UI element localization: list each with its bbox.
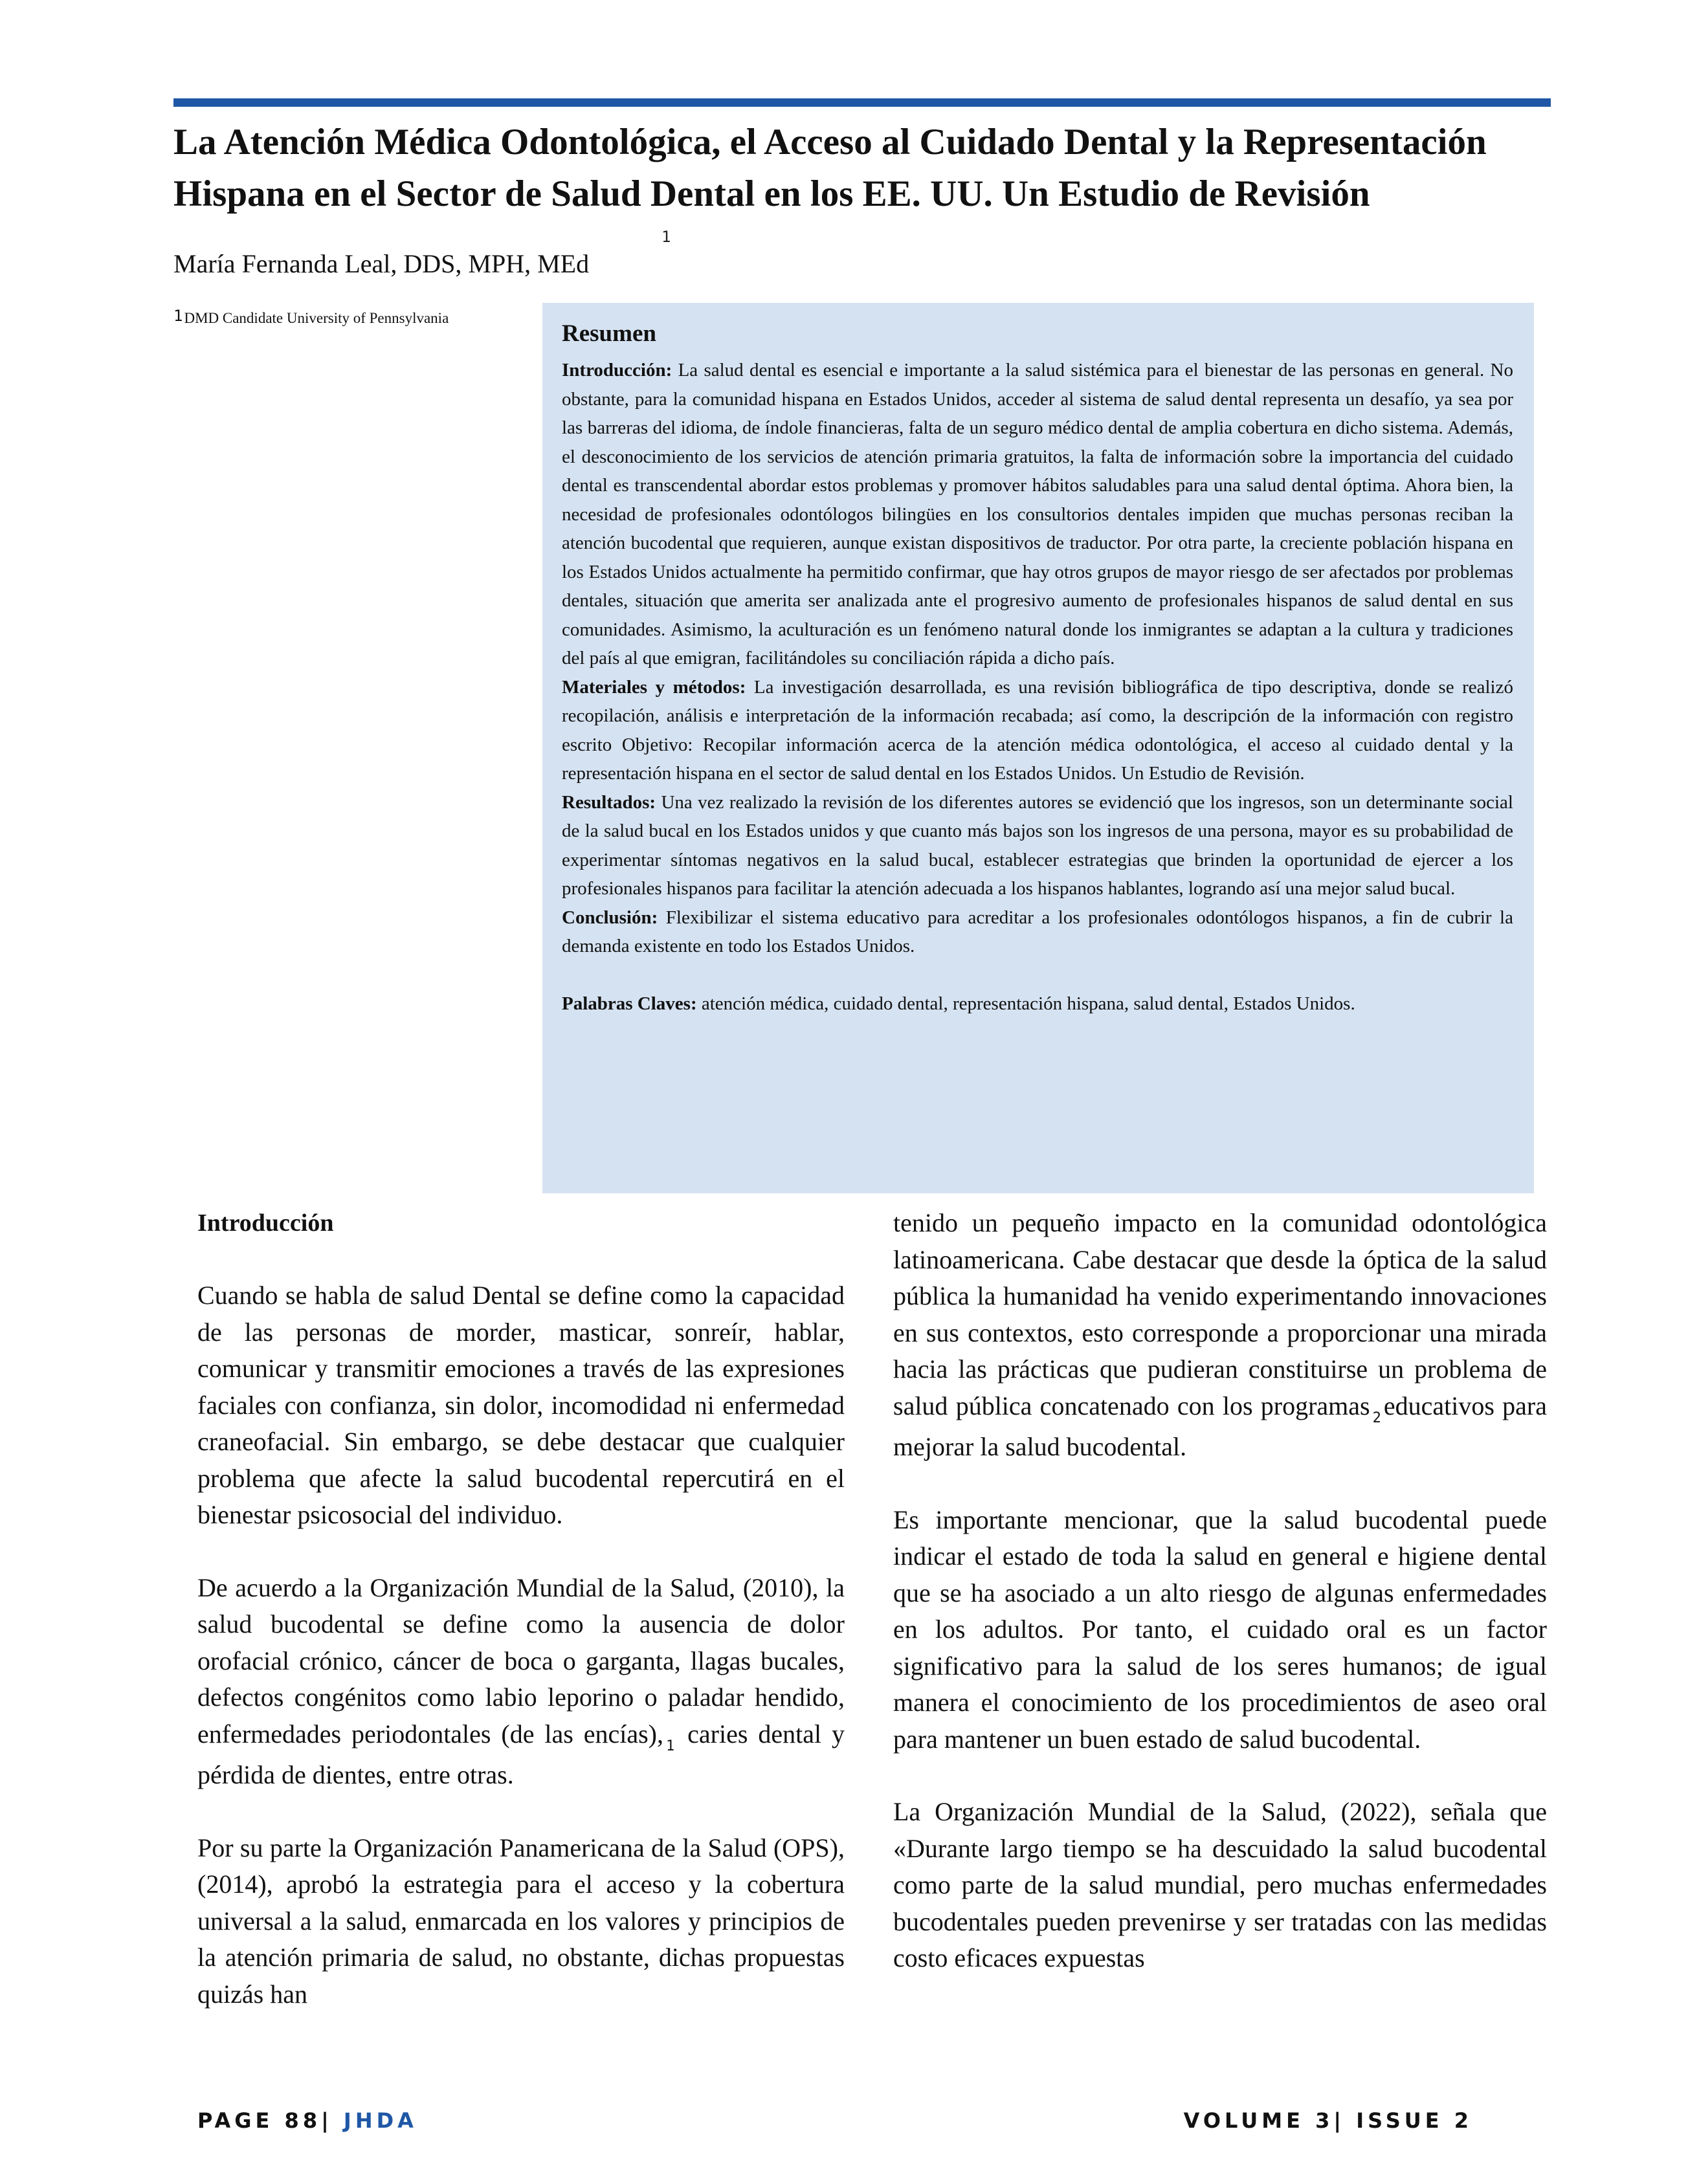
right-paragraph-3: La Organización Mundial de la Salud, (2022), señala que «Durante largo tiempo se ha descuidado la salud bucodental como parte de la salud mundial, pero muchas enfermedades bucodentales pueden prevenirse y ser tratadas con las medidas costo eficaces expuestas — [893, 1797, 1547, 1972]
right-paragraph-1-end: educativos para mejorar la salud bucodental. — [893, 1391, 1547, 1461]
abstract-results — [562, 788, 1513, 903]
abstract-keywords-text: atención médica, cuidado dental, representación hispana, salud dental, Estados Unidos. — [696, 993, 1355, 1014]
affiliation-superscript: 1 — [173, 307, 183, 325]
right-paragraph-2: Es importante mencionar, que la salud bucodental puede indicar el estado de toda la salud en general e higiene dental que se ha asociado a un alto riesgo de algunas enfermedades en los adultos. Por tanto, el cuidado oral es un factor significativo para la salud de los seres humanos; de igual manera el conocimiento de los procedimientos de aseo oral para mantener un buen estado de salud bucodental. — [893, 1505, 1547, 1754]
affiliation — [173, 308, 449, 328]
left-paragraph-1: Cuando se habla de salud Dental se define como la capacidad de las personas de morder, masticar, sonreír, hablar, comunicar y transmitir emociones a través de las expresiones faciales con confianza, sin dolor, incomodidad ni enfermedad craneofacial. Sin embargo, se debe destacar que cualquier problema que afecte la salud bucodental repercutirá en el bienestar psicosocial del individuo. — [197, 1281, 845, 1529]
author-name: María Fernanda Leal, DDS, MPH, MEd — [173, 249, 590, 278]
abstract-intro-label: Introducción: — [562, 360, 672, 381]
abstract-conclusion — [562, 903, 1513, 961]
abstract-box — [542, 303, 1534, 1193]
affiliation-text: DMD Candidate University of Pennsylvania — [184, 310, 449, 326]
left-paragraph-2-start: De acuerdo a la Organización Mundial de la Salud, (2010), la salud bucodental se define como la ausencia de dolor orofacial crónico, cáncer de boca o garganta, llagas bucales, defectos congénitos como labio leporino o paladar hendido, enfermedades periodontales (de las encías), — [197, 1572, 845, 1748]
introduction-heading: Introducción — [197, 1209, 334, 1237]
right-column — [893, 1205, 1547, 1977]
left-column — [197, 1205, 845, 2013]
footer-page-number: PAGE 88| — [197, 2108, 333, 2133]
left-paragraph-2 — [197, 1570, 845, 1794]
author-superscript: 1 — [661, 228, 671, 246]
right-paragraph-1 — [893, 1205, 1547, 1466]
citation-superscript-2: 2 — [1372, 1409, 1381, 1426]
footer-page-label — [197, 2108, 417, 2133]
abstract-methods — [562, 673, 1513, 788]
abstract-conclusion-label: Conclusión: — [562, 907, 658, 928]
right-paragraph-1-start: tenido un pequeño impacto en la comunidad odontológica latinoamericana. Cabe destacar que desde la óptica de la salud pública la humanidad ha venido experimentando innovaciones en sus contextos, esto corresponde a proporcionar una mirada hacia las prácticas que pudieran constituirse un problema de salud pública concatenado con los programas — [893, 1208, 1547, 1420]
footer-volume-issue: VOLUME 3| ISSUE 2 — [1183, 2108, 1472, 2133]
footer-journal-name: JHDA — [343, 2108, 417, 2133]
left-paragraph-2-end: caries dental y pérdida de dientes, entre otras. — [197, 1719, 845, 1789]
abstract-keywords-label: Palabras Claves: — [562, 993, 697, 1014]
abstract-methods-label: Materiales y métodos: — [562, 676, 746, 698]
abstract-results-label: Resultados: — [562, 791, 656, 813]
abstract-heading: Resumen — [562, 320, 656, 347]
abstract-results-text: Una vez realizado la revisión de los diferentes autores se evidenció que los ingresos, son un determinante social de la salud bucal en los Estados unidos y que cuanto más bajos son los ingresos de una persona, mayor es su probabilidad de experimentar síntomas negativos en la salud bucal, establecer estrategias que brinden la oportunidad de ejercer a los profesionales hispanos para facilitar la atención adecuada a los hispanos hablantes, logrando así una mejor salud bucal. — [562, 791, 1513, 899]
left-paragraph-3: Por su parte la Organización Panamericana de la Salud (OPS), (2014), aprobó la estrategia para el acceso y la cobertura universal a la salud, enmarcada en los valores y principios de la atención primaria de salud, no obstante, dichas propuestas quizás han — [197, 1833, 845, 2009]
top-rule — [173, 98, 1551, 107]
abstract-intro-text: La salud dental es esencial e importante a la salud sistémica para el bienestar de las personas en general. No obstante, para la comunidad hispana en Estados Unidos, acceder al sistema de salud dental representa un desafío, ya sea por las barreras del idioma, de índole financieras, falta de un seguro médico dental de amplia cobertura en dicho sistema. Además, el desconocimiento de los servicios de atención primaria gratuitos, la falta de información sobre la importancia del cuidado dental es transcendental abordar estos problemas y promover hábitos saludables para una salud dental óptima. Ahora bien, la necesidad de profesionales odontólogos bilingües en los consultorios dentales impiden que muchas personas reciban la atención bucodental que requieren, aunque existan dispositivos de traductor. Por otra parte, la creciente población hispana en los Estados Unidos actualmente ha permitido confirmar, que hay otros grupos de mayor riesgo de ser afectados por problemas dentales, situación que amerita ser analizada ante el progresivo aumento de profesionales hispanos de salud dental en sus comunidades. Asimismo, la aculturación es un fenómeno natural donde los inmigrantes se adaptan a la cultura y tradiciones del país al que emigran, facilitándoles su conciliación rápida a dicho país. — [562, 360, 1513, 668]
abstract-keywords — [562, 989, 1513, 1019]
abstract-conclusion-text: Flexibilizar el sistema educativo para acreditar a los profesionales odontólogos hispanos, a fin de cubrir la demanda existente en todo los Estados Unidos. — [562, 907, 1513, 956]
abstract-introduction — [562, 356, 1513, 673]
citation-superscript-1: 1 — [666, 1737, 675, 1754]
article-title: La Atención Médica Odontológica, el Acceso al Cuidado Dental y la Representación Hispana en el Sector de Salud Dental en los EE. UU. Un Estudio de Revisión — [173, 122, 1487, 214]
abstract-methods-text: La investigación desarrollada, es una revisión bibliográfica de tipo descriptiva, donde se realizó recopilación, análisis e interpretación de la información recabada; así como, la descripción de la información con registro escrito Objetivo: Recopilar información acerca de la atención médica odontológica, el acceso al cuidado dental y la representación hispana en el sector de salud dental en los Estados Unidos. Un Estudio de Revisión. — [562, 676, 1513, 784]
